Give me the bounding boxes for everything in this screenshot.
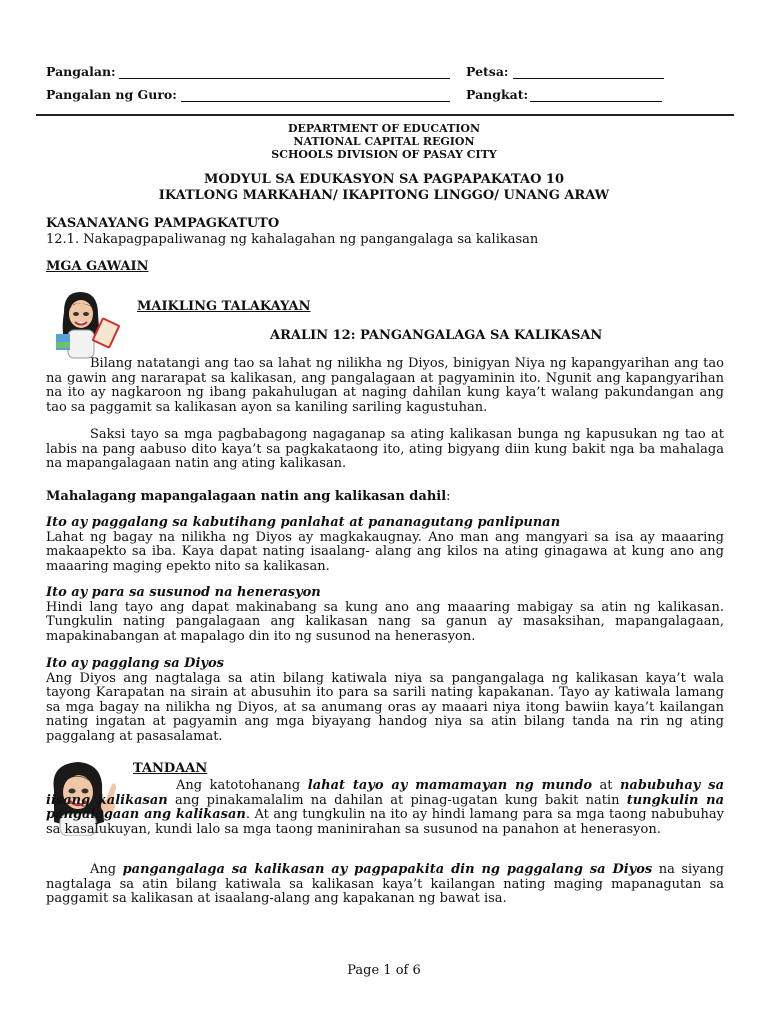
reason-1 — [46, 516, 724, 574]
remember-paragraph-1: Ang katotohanang lahat tayo ay mamamayan ng mundo at nabubuhay sa iisang kalikasan ang pinakamalalim na dahilan at pinag-ugatan kung bakit natin tungkulin na pangalagaan ang kalikasan. At ang tungkulin na ito ay hindi lamang para sa mga taong nabubuhay sa kasalukuyan, kundi lalo sa mga taong maninirahan sa susunod na panahon at henerasyon. — [46, 778, 724, 837]
org-line-2: NATIONAL CAPITAL REGION — [293, 135, 475, 148]
reasons-intro: Mahalagang mapangalagaan natin ang kalikasan dahil: — [46, 489, 451, 504]
module-title-2: IKATLONG MARKAHAN/ IKAPITONG LINGGO/ UNANG ARAW — [158, 188, 610, 203]
name-field[interactable] — [119, 78, 450, 79]
activities-heading: MGA GAWAIN — [46, 259, 149, 274]
reason-3-text: Ang Diyos ang nagtalaga sa atin bilang katiwala niya sa pangangalaga ng kalikasan kaya’t wala tayong Karapatan na sirain at abusuhin ito para sa sarili nating kapakanan. Tayo ay katiwala lamang sa mga bagay na nilikha ng Diyos, at sa anumang oras ay maaari niya itong bawiin kaya’t kailangan nating ingatan at pagyamin ang mga biyayang handog niya sa atin bilang tanda na rin ng ating paggalang at pasasalamat. — [46, 670, 724, 744]
org-line-1: DEPARTMENT OF EDUCATION — [287, 122, 481, 135]
date-label: Petsa: — [466, 64, 509, 79]
competency-text: 12.1. Nakapagpapaliwanag ng kahalagahan ng pangangalaga sa kalikasan — [46, 232, 539, 247]
page-number: Page 1 of 6 — [347, 963, 421, 978]
reason-3-title: Ito ay pagglang sa Diyos — [46, 656, 224, 671]
section-label: Pangkat: — [466, 87, 529, 102]
remember-heading: TANDAAN — [133, 761, 208, 776]
competency-heading: KASANAYANG PAMPAGKATUTO — [46, 216, 280, 231]
reason-1-title: Ito ay paggalang sa kabutihang panlahat at pananagutang panlipunan — [46, 515, 561, 530]
reason-2-text: Hindi lang tayo ang dapat makinabang sa kung ano ang maaaring mabigay sa atin ng kalikasan. Tungkulin nating pangalagaan ang kalikasan nang sa ganun ay masaksihan, mapangalagaan, mapakinabangan at mapalago din ito ng susunod na henerasyon. — [46, 599, 724, 644]
reason-3 — [46, 657, 724, 745]
header-divider — [36, 114, 734, 116]
name-label: Pangalan: — [46, 64, 116, 79]
lesson-title: ARALIN 12: PANGANGALAGA SA KALIKASAN — [270, 328, 603, 343]
module-title-1: MODYUL SA EDUKASYON SA PAGPAPAKATAO 10 — [203, 172, 565, 187]
date-field[interactable] — [513, 78, 664, 79]
discussion-heading: MAIKLING TALAKAYAN — [137, 299, 311, 314]
remember-paragraph-2: Ang pangangalaga sa kalikasan ay pagpapakita din ng paggalang sa Diyos na siyang nagtalaga sa atin bilang katiwala sa kalikasan kaya’t kailangan nating maging mapanagutan sa paggamit sa kalikasan at isaalang-alang ang kapakanan ng bawat isa. — [46, 862, 724, 907]
section-field[interactable] — [530, 101, 662, 102]
teacher-label: Pangalan ng Guro: — [46, 87, 177, 102]
teacher-avatar-with-book — [46, 290, 126, 360]
reason-2 — [46, 586, 724, 644]
reason-1-text: Lahat ng bagay na nilikha ng Diyos ay magkakaugnay. Ano man ang mangyari sa isa ay maaaring makaapekto sa iba. Kaya dapat nating isaalang- alang ang kilos na ating ginagawa at kung ano ang maaaring maging epekto nito sa kalikasan. — [46, 529, 724, 574]
discussion-paragraph-2: Saksi tayo sa mga pagbabagong nagaganap sa ating kalikasan bunga ng kapusukan ng tao at labis na pang aabuso dito kaya’t sa pagkakataong ito, ating bigyang diin kung bakit nga ba mahalaga na mapangalagaan natin ang ating kalikasan. — [46, 427, 724, 472]
org-line-3: SCHOOLS DIVISION OF PASAY CITY — [271, 148, 497, 161]
teacher-field[interactable] — [181, 101, 450, 102]
discussion-paragraph-1: Bilang natatangi ang tao sa lahat ng nilikha ng Diyos, binigyan Niya ng kapangyarihan ang tao na gawin ang nararapat sa kalikasan, ang pangalagaan at pagyaminin ito. Ngunit ang kapangyarihan na ito ay nagkaroon ng ibang pakahulugan at naging dahilan kung kaya’t walang pakundangan ang tao sa paggamit sa kalikasan ayon sa kaniling sariling kagustuhan. — [46, 356, 724, 415]
reason-2-title: Ito ay para sa susunod na henerasyon — [46, 585, 321, 600]
